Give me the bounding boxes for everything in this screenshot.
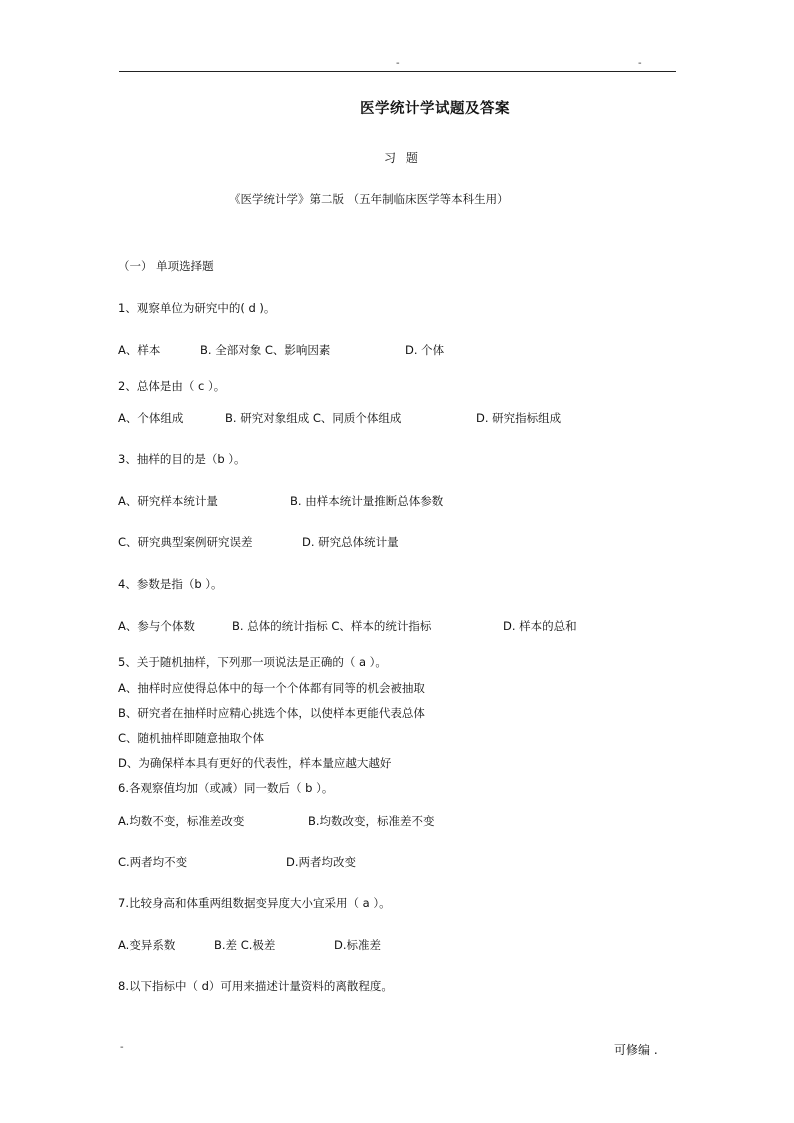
option-b: B.差 C.极差	[214, 938, 276, 952]
option-d: D.标准差	[334, 938, 382, 952]
book-line: 《医学统计学》第二版 （五年制临床医学等本科生用）	[229, 192, 509, 206]
question-8: 8.以下指标中（ d）可用来描述计量资料的离散程度。	[118, 979, 393, 993]
question-2: 2、总体是由（ c ）。	[118, 379, 226, 393]
option-b: B.均数改变，标准差不变	[308, 814, 435, 828]
option-d: D、为确保样本具有更好的代表性，样本量应越大越好	[118, 756, 392, 770]
header-mark-right: -	[638, 58, 642, 69]
option-a: A、研究样本统计量	[118, 494, 218, 508]
footer-mark-left: -	[120, 1042, 124, 1053]
option-b: B. 总体的统计指标 C、样本的统计指标	[232, 619, 432, 633]
footer-editable-note: 可修编 .	[614, 1043, 658, 1057]
option-a: A、个体组成	[118, 411, 184, 425]
option-d: D. 研究指标组成	[476, 411, 562, 425]
option-c: C、随机抽样即随意抽取个体	[118, 731, 265, 745]
option-b: B、研究者在抽样时应精心挑选个体，以使样本更能代表总体	[118, 706, 425, 720]
option-a: A.均数不变，标准差改变	[118, 814, 245, 828]
option-c: C、研究典型案例研究误差	[118, 535, 253, 549]
option-a: A.变异系数	[118, 938, 176, 952]
page-title: 医学统计学试题及答案	[360, 101, 510, 117]
option-d: D. 研究总体统计量	[302, 535, 399, 549]
header-rule	[119, 71, 676, 72]
section-heading: （一） 单项选择题	[118, 259, 214, 273]
question-5: 5、关于随机抽样，下列那一项说法是正确的（ a ）。	[118, 655, 387, 669]
option-b: B. 全部对象 C、影响因素	[200, 343, 331, 357]
option-a: A、抽样时应使得总体中的每一个个体都有同等的机会被抽取	[118, 681, 425, 695]
option-a: A、参与个体数	[118, 619, 195, 633]
option-b: B. 研究对象组成 C、同质个体组成	[225, 411, 402, 425]
option-d: D. 个体	[405, 343, 445, 357]
question-6: 6.各观察值均加（或减）同一数后（ b ）。	[118, 781, 334, 795]
option-a: A、样本	[118, 343, 161, 357]
header-mark-left: -	[396, 58, 400, 69]
question-1: 1、观察单位为研究中的( d )。	[118, 301, 276, 315]
question-4: 4、参数是指（b ）。	[118, 577, 223, 591]
option-d: D. 样本的总和	[503, 619, 577, 633]
question-7: 7.比较身高和体重两组数据变异度大小宜采用（ a ）。	[118, 896, 391, 910]
option-b: B. 由样本统计量推断总体参数	[290, 494, 444, 508]
option-c: C.两者均不变	[118, 855, 188, 869]
subtitle: 习 题	[384, 151, 421, 165]
question-3: 3、抽样的目的是（b ）。	[118, 452, 246, 466]
option-d: D.两者均改变	[286, 855, 357, 869]
